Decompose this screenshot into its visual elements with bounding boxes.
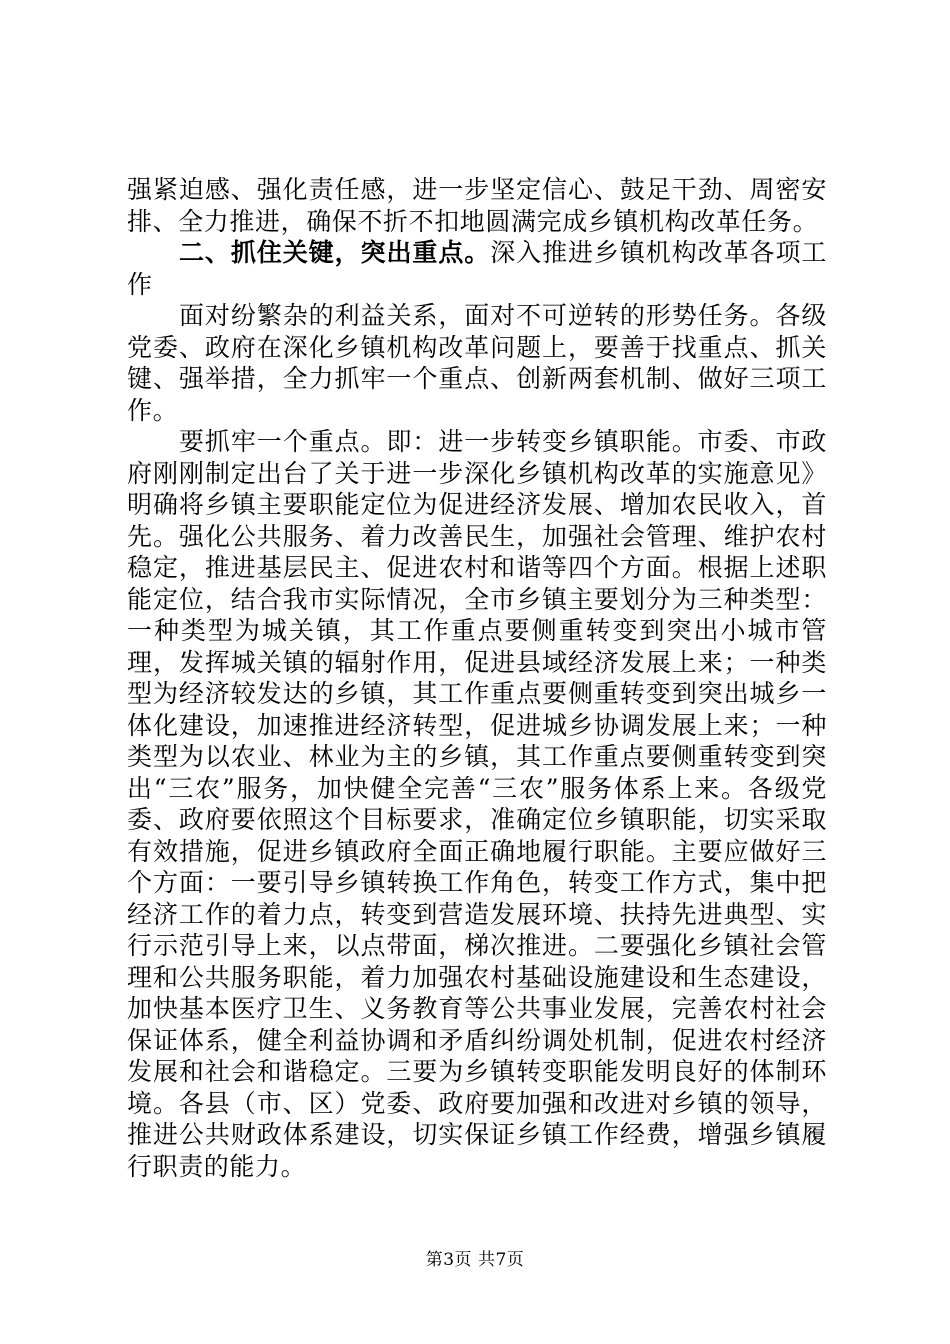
- document-body: [127, 174, 827, 1182]
- paragraph-main: 要抓牢一个重点。即：进一步转变乡镇职能。市委、市政府刚刚制定出台了关于进一步深化乡镇机构改革的实施意见》明确将乡镇主要职能定位为促进经济发展、增加农民收入，首先。强化公共服务、着力改善民生，加强社会管理、维护农村稳定，推进基层民主、促进农村和谐等四个方面。根据上述职能定位，结合我市实际情况，全市乡镇主要划分为三种类型：一种类型为城关镇，其工作重点要侧重转变到突出小城市管理，发挥城关镇的辐射作用，促进县域经济发展上来；一种类型为经济较发达的乡镇，其工作重点要侧重转变到突出城乡一体化建设，加速推进经济转型，促进城乡协调发展上来；一种类型为以农业、林业为主的乡镇，其工作重点要侧重转变到突出“三农”服务，加快健全完善“三农”服务体系上来。各级党委、政府要依照这个目标要求，准确定位乡镇职能，切实采取有效措施，促进乡镇政府全面正确地履行职能。主要应做好三个方面：一要引导乡镇转换工作角色，转变工作方式，集中把经济工作的着力点，转变到营造发展环境、扶持先进典型、实行示范引导上来，以点带面，梯次推进。二要强化乡镇社会管理和公共服务职能，着力加强农村基础设施建设和生态建设，加快基本医疗卫生、义务教育等公共事业发展，完善农村社会保证体系，健全利益协调和矛盾纠纷调处机制，促进农村经济发展和社会和谐稳定。三要为乡镇转变职能发明良好的体制环境。各县（市、区）党委、政府要加强和改进对乡镇的领导，推进公共财政体系建设，切实保证乡镇工作经费，增强乡镇履行职责的能力。: [127, 427, 827, 1181]
- paragraph-continuation: 强紧迫感、强化责任感，进一步坚定信心、鼓足干劲、周密安排、全力推进，确保不折不扣地圆满完成乡镇机构改革任务。: [127, 175, 827, 236]
- section-heading-text: 深入推进乡镇机构改革各项工作: [127, 238, 827, 299]
- section-heading: 二、抓住关键，突出重点。: [179, 238, 491, 267]
- section-heading-paragraph: [127, 237, 827, 300]
- paragraph-intro: 面对纷繁杂的利益关系，面对不可逆转的形势任务。各级党委、政府在深化乡镇机构改革问题上，要善于找重点、抓关键、强举措，全力抓牢一个重点、创新两套机制、做好三项工作。: [127, 301, 827, 425]
- page-number-footer: 第3页 共7页: [425, 1250, 525, 1270]
